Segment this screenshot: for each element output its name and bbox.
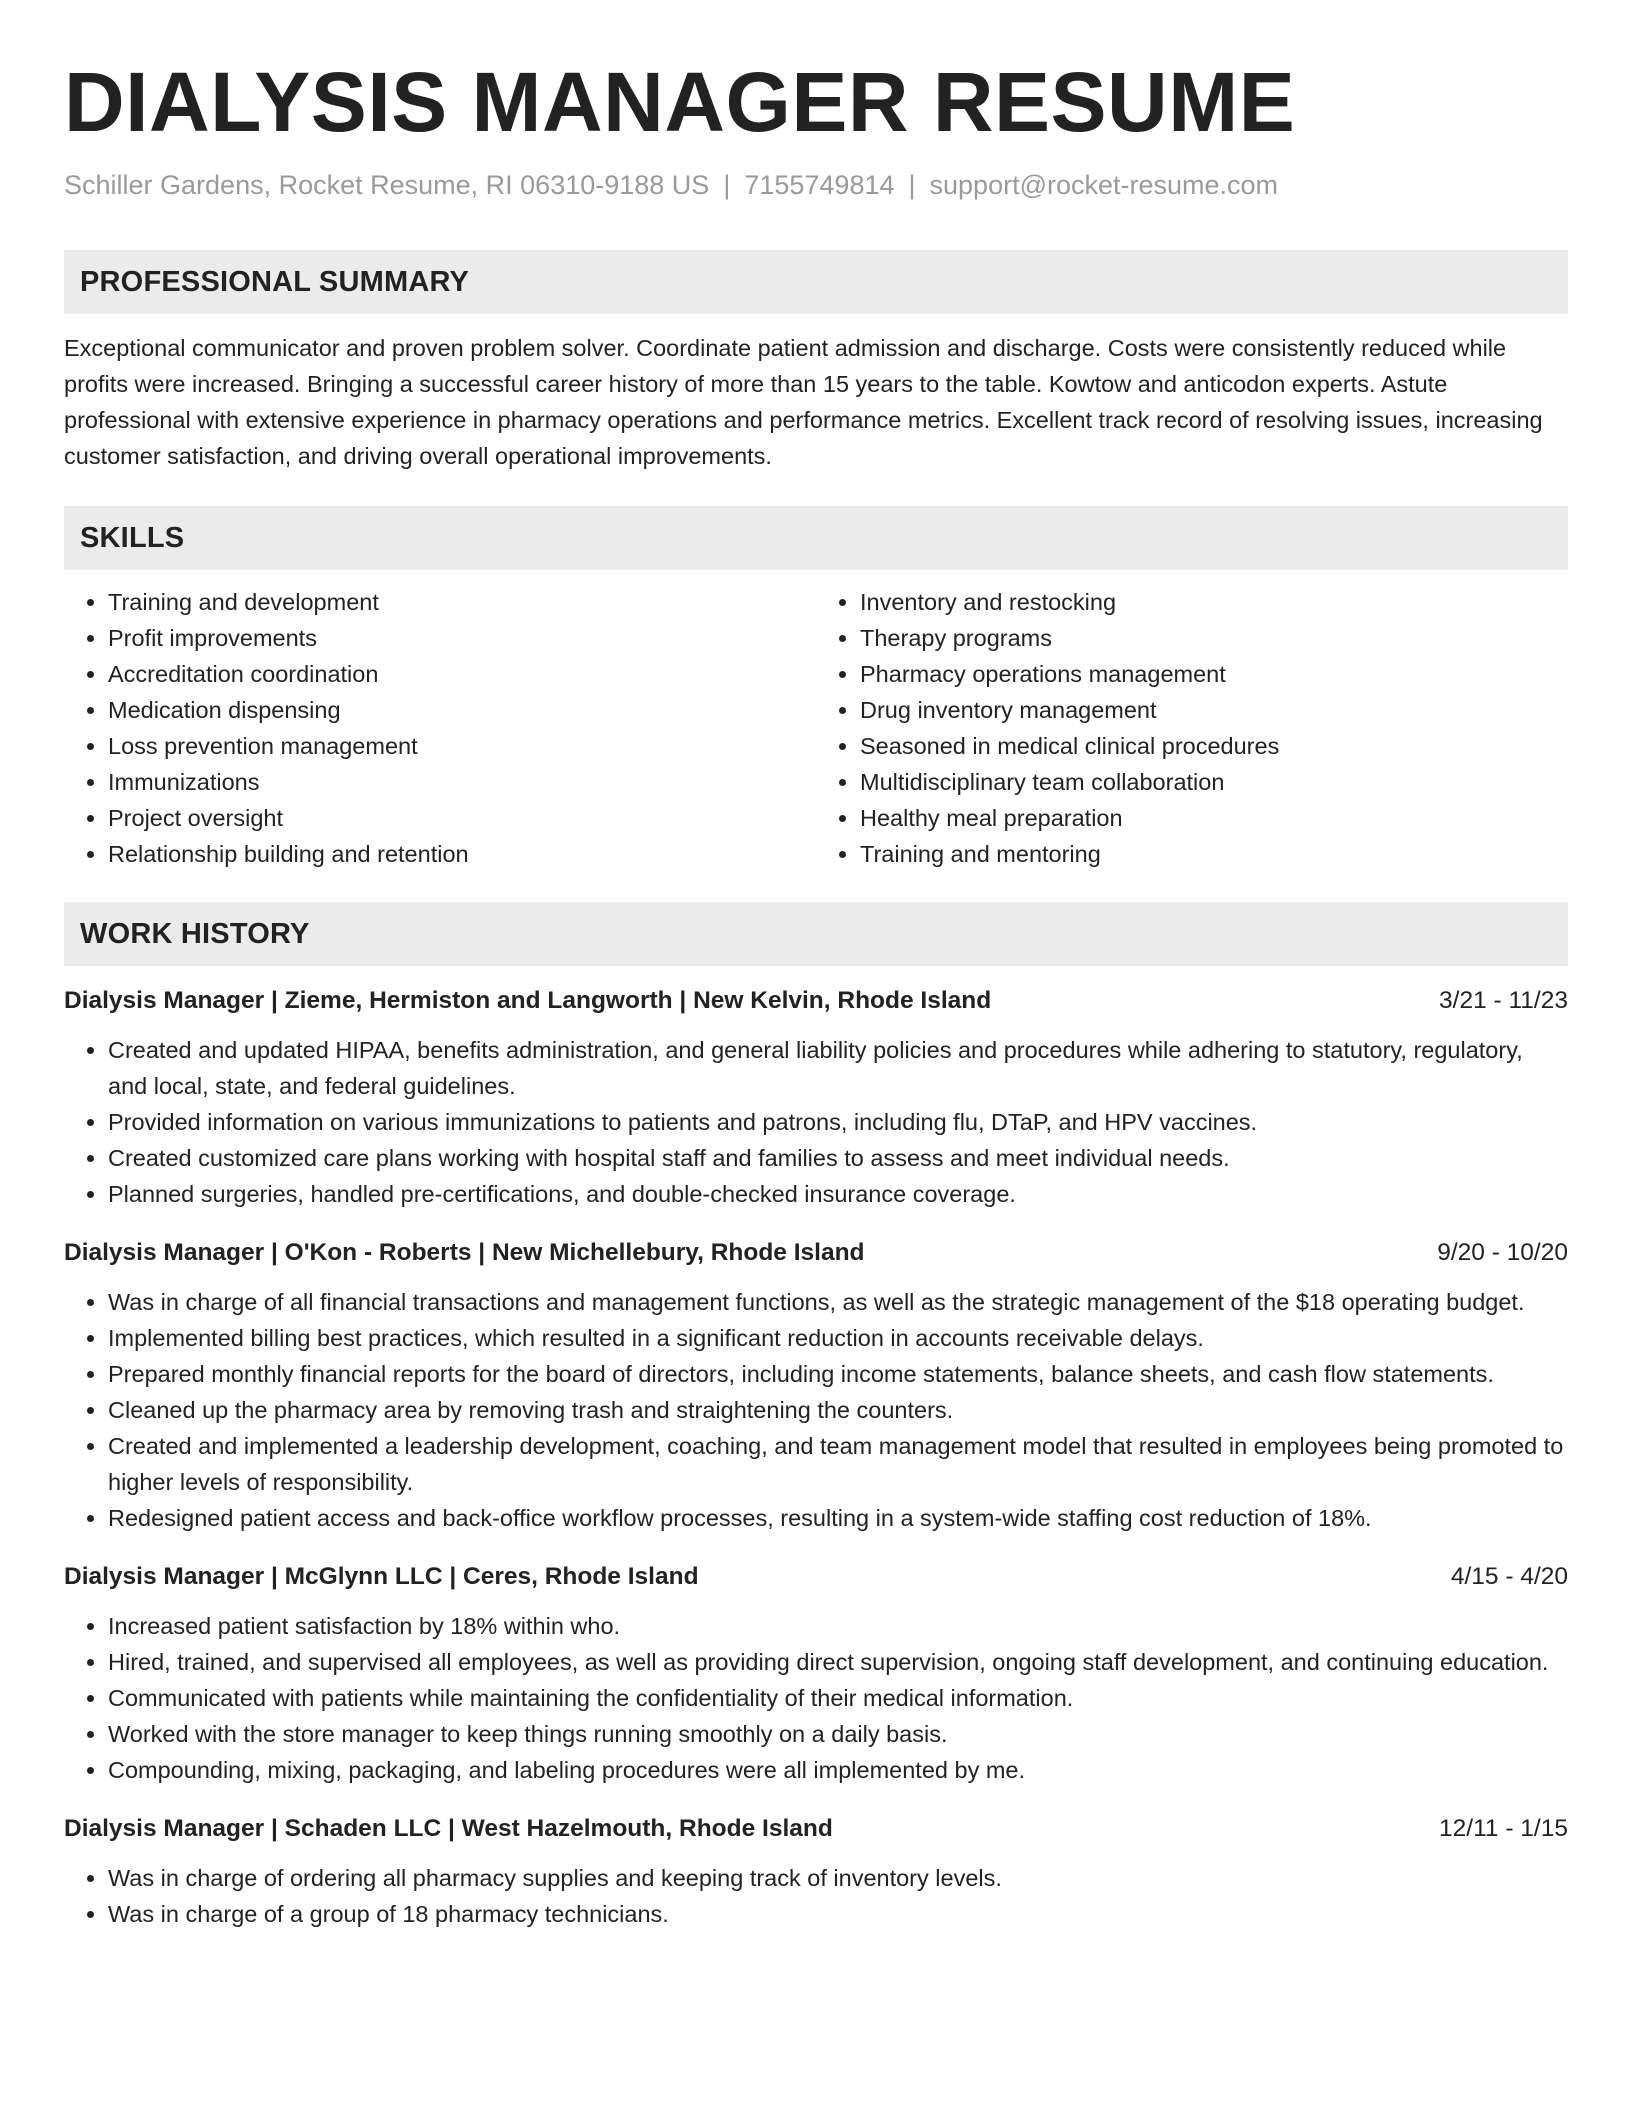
contact-line bbox=[64, 168, 1568, 202]
skill-item: • Pharmacy operations management bbox=[860, 656, 1568, 692]
job-bullet: • Created and updated HIPAA, benefits administration, and general liability policies and procedures while adhering to statutory, regulatory, and local, state, and federal guidelines. bbox=[108, 1032, 1568, 1104]
work-history-section bbox=[64, 902, 1568, 1932]
skill-item: • Training and development bbox=[108, 584, 816, 620]
section-header bbox=[64, 506, 1568, 570]
job-bullets bbox=[64, 1860, 1568, 1932]
skills-section bbox=[64, 506, 1568, 872]
skill-item: • Medication dispensing bbox=[108, 692, 816, 728]
page-title: DIALYSIS MANAGER RESUME bbox=[64, 55, 1296, 149]
job-dates: 4/15 - 4/20 bbox=[1450, 1563, 1568, 1590]
skill-item: • Immunizations bbox=[108, 764, 816, 800]
summary-text: Exceptional communicator and proven problem solver. Coordinate patient admission and discharge. Costs were consistently reduced while profits were increased. Bringing a successful career history of more than 15 years to the table. Kowtow and anticodon experts. Astute professional with extensive experience in pharmacy operations and performance metrics. Excellent track record of resolving issues, increasing customer satisfaction, and driving overall operational improvements. bbox=[64, 335, 1543, 469]
job-title: Dialysis Manager | McGlynn LLC | Ceres, Rhode Island bbox=[64, 1563, 699, 1590]
job-bullets bbox=[64, 1284, 1568, 1536]
skill-item: • Profit improvements bbox=[108, 620, 816, 656]
job-bullet: • Was in charge of all financial transactions and management functions, as well as the strategic management of the $18 operating budget. bbox=[108, 1284, 1568, 1320]
job-bullet: • Hired, trained, and supervised all employees, as well as providing direct supervision, ongoing staff development, and continuing education. bbox=[108, 1644, 1568, 1680]
job-dates: 9/20 - 10/20 bbox=[1437, 1239, 1568, 1266]
job-bullets bbox=[64, 1608, 1568, 1788]
job-entry bbox=[64, 984, 1568, 1212]
skill-item: • Drug inventory management bbox=[860, 692, 1568, 728]
skill-item: • Seasoned in medical clinical procedures bbox=[860, 728, 1568, 764]
job-bullet: • Compounding, mixing, packaging, and labeling procedures were all implemented by me. bbox=[108, 1752, 1568, 1788]
job-dates: 12/11 - 1/15 bbox=[1439, 1815, 1568, 1842]
job-bullets bbox=[64, 1032, 1568, 1212]
job-bullet: • Created customized care plans working with hospital staff and families to assess and meet individual needs. bbox=[108, 1140, 1568, 1176]
work-heading: WORK HISTORY bbox=[80, 917, 310, 950]
job-list bbox=[64, 984, 1568, 1932]
job-bullet: • Cleaned up the pharmacy area by removing trash and straightening the counters. bbox=[108, 1392, 1568, 1428]
job-bullet: • Prepared monthly financial reports for the board of directors, including income statements, balance sheets, and cash flow statements. bbox=[108, 1356, 1568, 1392]
job-entry bbox=[64, 1236, 1568, 1536]
job-entry bbox=[64, 1560, 1568, 1788]
skills-column-left bbox=[64, 584, 816, 872]
section-header bbox=[64, 250, 1568, 314]
job-bullet: • Communicated with patients while maintaining the confidentiality of their medical information. bbox=[108, 1680, 1568, 1716]
skill-item: • Training and mentoring bbox=[860, 836, 1568, 872]
skill-item: • Inventory and restocking bbox=[860, 584, 1568, 620]
job-title: Dialysis Manager | Schaden LLC | West Hazelmouth, Rhode Island bbox=[64, 1815, 833, 1842]
job-bullet: • Provided information on various immunizations to patients and patrons, including flu, DTaP, and HPV vaccines. bbox=[108, 1104, 1568, 1140]
section-header bbox=[64, 902, 1568, 966]
job-bullet: • Implemented billing best practices, which resulted in a significant reduction in accounts receivable delays. bbox=[108, 1320, 1568, 1356]
skill-item: • Accreditation coordination bbox=[108, 656, 816, 692]
job-bullet: • Planned surgeries, handled pre-certifications, and double-checked insurance coverage. bbox=[108, 1176, 1568, 1212]
job-bullet: • Redesigned patient access and back-office workflow processes, resulting in a system-wide staffing cost reduction of 18%. bbox=[108, 1500, 1568, 1536]
contact-separator: | bbox=[723, 170, 731, 200]
skill-item: • Healthy meal preparation bbox=[860, 800, 1568, 836]
job-header bbox=[64, 1560, 1568, 1594]
skills-grid bbox=[64, 584, 1568, 872]
skill-item: • Multidisciplinary team collaboration bbox=[860, 764, 1568, 800]
job-bullet: • Increased patient satisfaction by 18% within who. bbox=[108, 1608, 1568, 1644]
email: support@rocket-resume.com bbox=[929, 170, 1279, 200]
skill-item: • Project oversight bbox=[108, 800, 816, 836]
job-bullet: • Was in charge of ordering all pharmacy supplies and keeping track of inventory levels. bbox=[108, 1860, 1568, 1896]
address: Schiller Gardens, Rocket Resume, RI 06310-9188 US bbox=[64, 170, 710, 200]
skill-item: • Loss prevention management bbox=[108, 728, 816, 764]
phone: 7155749814 bbox=[744, 170, 895, 200]
skills-heading: SKILLS bbox=[80, 521, 185, 554]
job-header bbox=[64, 1812, 1568, 1846]
job-header bbox=[64, 1236, 1568, 1270]
skills-column-right bbox=[816, 584, 1568, 872]
skill-item: • Relationship building and retention bbox=[108, 836, 816, 872]
job-entry bbox=[64, 1812, 1568, 1932]
job-title: Dialysis Manager | O'Kon - Roberts | New Michellebury, Rhode Island bbox=[64, 1239, 865, 1266]
job-title: Dialysis Manager | Zieme, Hermiston and Langworth | New Kelvin, Rhode Island bbox=[64, 987, 992, 1014]
summary-heading: PROFESSIONAL SUMMARY bbox=[80, 265, 470, 298]
job-bullet: • Was in charge of a group of 18 pharmacy technicians. bbox=[108, 1896, 1568, 1932]
summary-section bbox=[64, 250, 1568, 474]
contact-separator: | bbox=[908, 170, 916, 200]
job-dates: 3/21 - 11/23 bbox=[1439, 987, 1568, 1014]
skill-item: • Therapy programs bbox=[860, 620, 1568, 656]
job-bullet: • Created and implemented a leadership development, coaching, and team management model that resulted in employees being promoted to higher levels of responsibility. bbox=[108, 1428, 1568, 1500]
job-bullet: • Worked with the store manager to keep things running smoothly on a daily basis. bbox=[108, 1716, 1568, 1752]
job-header bbox=[64, 984, 1568, 1018]
